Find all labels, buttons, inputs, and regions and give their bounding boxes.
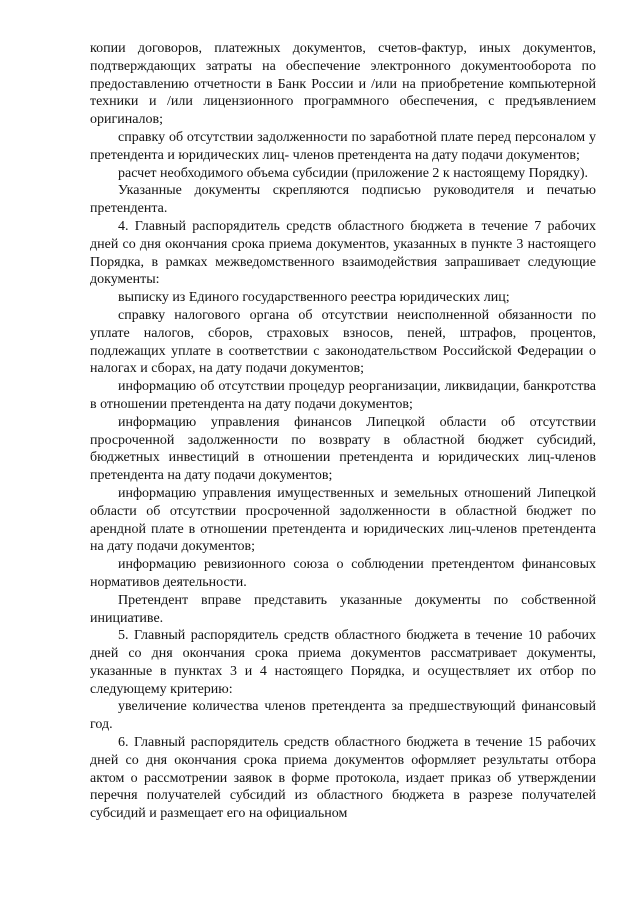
paragraph-finance-department-info: информацию управления финансов Липецкой области об отсутствии просроченной задолженности по возврату в областной бюджет субсидий, бюджетных инвестиций в отношении претендента и юридических лиц-членов претендента на дату подачи документов;: [90, 414, 596, 484]
paragraph-tax-certificate: справку налогового органа об отсутствии неисполненной обязанности по уплате налогов, сборов, страховых взносов, пеней, штрафов, процентов, подлежащих уплате в соответствии с законодательством Российской Федерации о налогах и сборах, на дату подачи документов;: [90, 307, 596, 377]
paragraph-criterion: увеличение количества членов претендента за предшествующий финансовый год.: [90, 699, 596, 733]
paragraph-registry-extract: выписку из Единого государственного реестра юридических лиц;: [118, 290, 510, 306]
paragraph-audit-union-info: информацию ревизионного союза о соблюдении претендентом финансовых нормативов деятельности.: [90, 557, 596, 590]
paragraph-copies-of-contracts: копии договоров, платежных документов, счетов-фактур, иных документов, подтверждающих затраты на обеспечение электронного документооборота по предоставлению отчетности в Банк России и /или на приобретение компьютерной техники и /или лицензионного программного обеспечения, с предъявлением оригиналов;: [90, 41, 596, 128]
document-page: [90, 40, 596, 823]
paragraph-signature-seal: Указанные документы скрепляются подписью руководителя и печатью претендента.: [90, 183, 596, 217]
paragraph-reorganization-info: информацию об отсутствии процедур реорганизации, ликвидации, банкротства в отношении претендента на дату подачи документов;: [90, 379, 596, 412]
paragraph-subsidy-calculation: расчет необходимого объема субсидии (приложение 2 к настоящему Порядку).: [118, 165, 589, 181]
paragraph-salary-debt-certificate: справку об отсутствии задолженности по заработной плате перед персоналом у претендента и юридических лиц- членов претендента на дату подачи документов;: [90, 129, 596, 163]
paragraph-property-department-info: информацию управления имущественных и земельных отношений Липецкой области об отсутствии просроченной задолженности в областной бюджет по арендной плате в отношении претендента и юридических лиц-членов претендента на дату подачи документов;: [90, 485, 596, 555]
paragraph-section-6: 6. Главный распорядитель средств областного бюджета в течение 15 рабочих дней со дня окончания срока приема документов оформляет результаты отбора актом о рассмотрении заявок в форме протокола, издает приказ об утверждении перечня получателей субсидий из областного бюджета в разрезе получателей субсидий и размещает его на официальном: [90, 735, 596, 822]
paragraph-section-4: 4. Главный распорядитель средств областного бюджета в течение 7 рабочих дней со дня окончания срока приема документов, указанных в пункте 3 настоящего Порядка, в рамках межведомственного взаимодействия запрашивает следующие документы:: [90, 218, 596, 288]
paragraph-applicant-initiative: Претендент вправе представить указанные документы по собственной инициативе.: [90, 592, 596, 626]
paragraph-section-5: 5. Главный распорядитель средств областного бюджета в течение 10 рабочих дней со дня окончания срока приема документов рассматривает документы, указанные в пунктах 3 и 4 настоящего Порядка, и осуществляет их отбор по следующему критерию:: [90, 628, 596, 697]
